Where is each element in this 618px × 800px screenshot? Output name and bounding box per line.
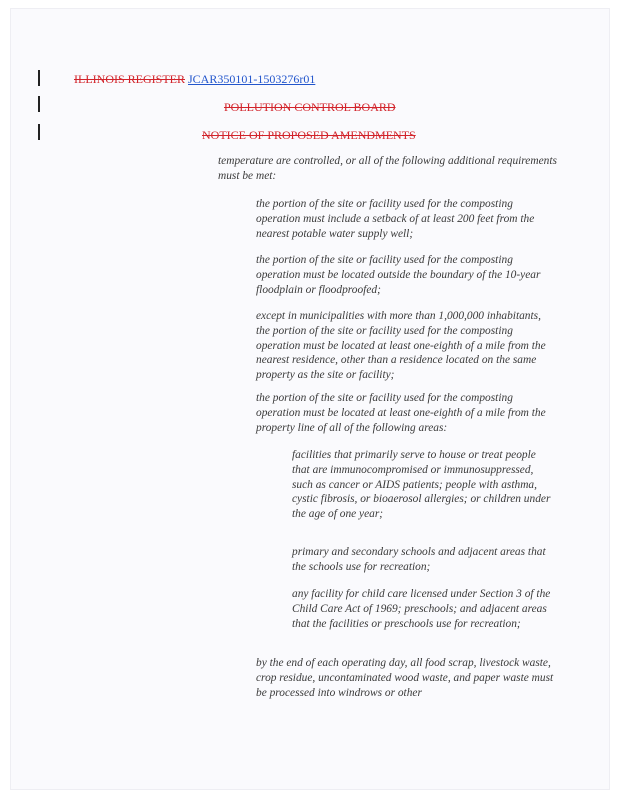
change-bar [38, 96, 40, 112]
change-bar [38, 70, 40, 86]
register-header [74, 72, 315, 87]
area-subitem: facilities that primarily serve to house or treat people that are immunocompromised or immunosuppressed, such as cancer or AIDS patients; people with asthma, cystic fibrosis, or bioaerosol allergies; or children under the age of one year; [292, 449, 551, 521]
requirement-item: the portion of the site or facility used for the composting operation must include a setback of at least 200 feet from the nearest potable water supply well; [256, 198, 535, 240]
change-bar [38, 124, 40, 140]
requirement-item: except in municipalities with more than 1,000,000 inhabitants, the portion of the site or facility used for the composting operation must be located at least one-eighth of a mile from the nearest residence, other than a residence located on the same property as the site or facility; [256, 310, 546, 382]
register-inserted-text: JCAR350101-1503276r01 [188, 72, 316, 86]
notice-header: NOTICE OF PROPOSED AMENDMENTS [202, 128, 416, 142]
requirement-item: by the end of each operating day, all food scrap, livestock waste, crop residue, uncontaminated wood waste, and paper waste must be processed into windrows or other [256, 657, 554, 699]
board-header: POLLUTION CONTROL BOARD [224, 100, 396, 114]
requirement-item: the portion of the site or facility used for the composting operation must be located outside the boundary of the 10-year floodplain or floodproofed; [256, 254, 541, 296]
area-subitem: primary and secondary schools and adjacent areas that the schools use for recreation; [292, 546, 546, 573]
requirement-item: the portion of the site or facility used for the composting operation must be located at least one-eighth of a mile from the property line of all of the following areas: [256, 392, 546, 434]
intro-paragraph: temperature are controlled, or all of the following additional requirements must be met: [218, 155, 557, 182]
area-subitem: any facility for child care licensed under Section 3 of the Child Care Act of 1969; preschools; and adjacent areas that the facilities or preschools use for recreation; [292, 588, 551, 630]
register-struck-text: ILLINOIS REGISTER [74, 72, 185, 86]
